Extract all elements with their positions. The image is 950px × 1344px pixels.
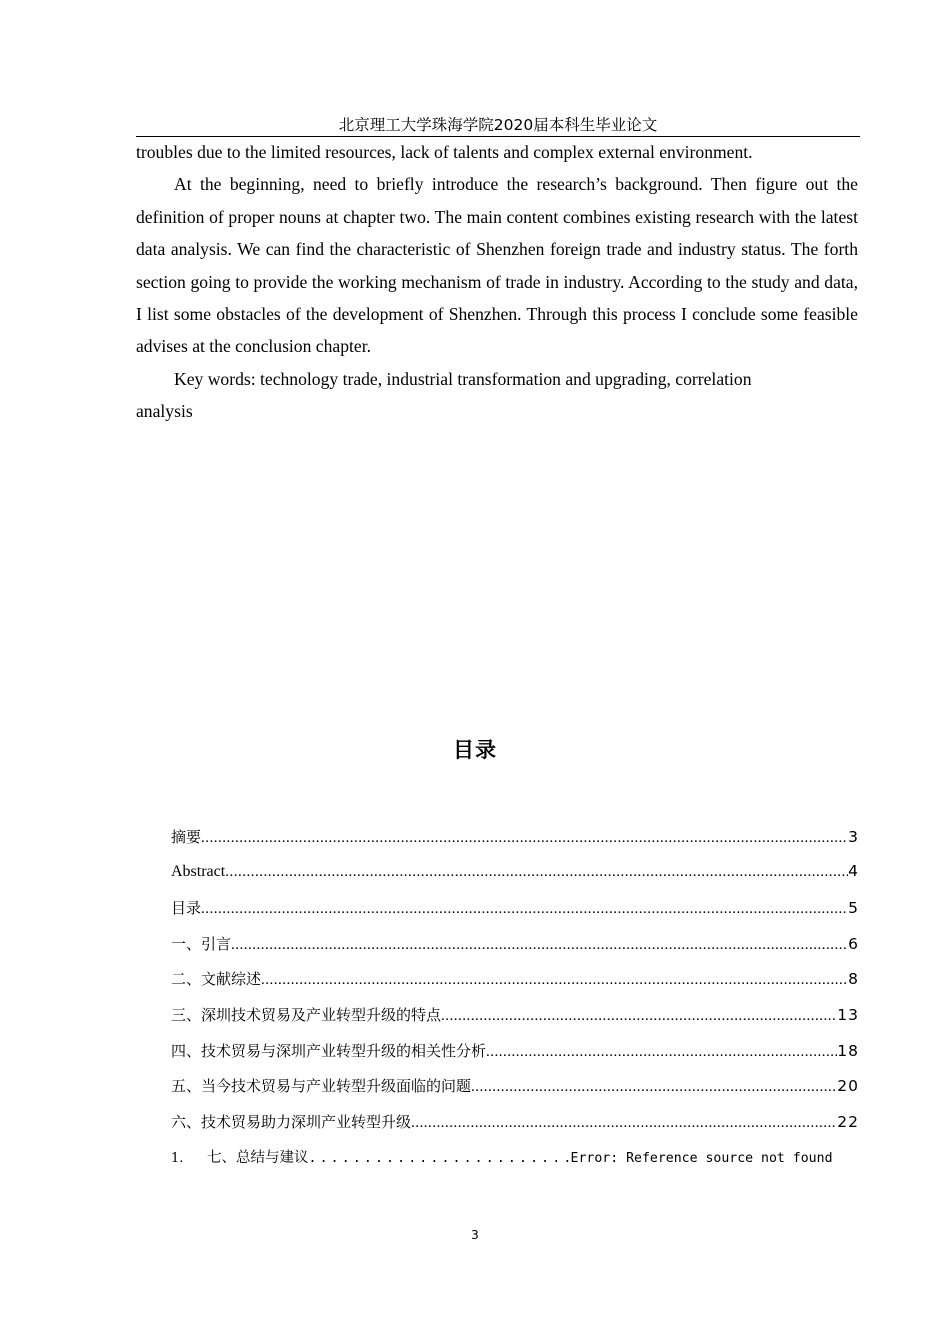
table-of-contents	[171, 826, 859, 1176]
toc-entry-label: 目录	[171, 899, 202, 918]
toc-entry-label: 七、总结与建议	[207, 1150, 309, 1167]
toc-leader-dots	[261, 972, 848, 989]
toc-entry-page: 13	[837, 1005, 859, 1024]
toc-entry[interactable]	[171, 826, 859, 862]
page-header: 北京理工大学珠海学院2020届本科生毕业论文	[136, 114, 860, 137]
toc-leader-dots	[201, 901, 848, 918]
abstract-body	[136, 136, 858, 428]
toc-entry-label: 六、技术贸易助力深圳产业转型升级	[171, 1112, 412, 1131]
toc-entry[interactable]	[171, 933, 859, 969]
toc-entry-label: 三、深圳技术贸易及产业转型升级的特点	[171, 1005, 442, 1024]
toc-entry-page: 3	[848, 828, 859, 846]
toc-leader-dots	[309, 1151, 571, 1166]
toc-entry-page: 6	[848, 934, 859, 953]
keywords-line-continued: analysis	[136, 401, 193, 422]
toc-entry[interactable]	[171, 897, 859, 933]
reference-error-message: Error: Reference source not found	[570, 1151, 833, 1167]
toc-leader-dots	[441, 1008, 837, 1025]
page-number: 3	[471, 1228, 479, 1242]
toc-title: 目录	[453, 738, 497, 762]
toc-entry[interactable]	[171, 1111, 859, 1147]
toc-entry-label: Abstract	[171, 862, 226, 880]
toc-entry[interactable]	[171, 968, 859, 1004]
toc-entry-page: 22	[837, 1112, 859, 1131]
toc-entry-label: 摘要	[171, 828, 202, 846]
toc-entry-page: 20	[837, 1077, 859, 1096]
toc-leader-dots	[486, 1044, 837, 1061]
toc-entry-error[interactable]	[171, 1146, 859, 1176]
toc-entry-label: 一、引言	[171, 934, 232, 953]
abstract-paragraph: At the beginning, need to briefly introduce the research’s background. Then figure out the definition of proper nouns at chapter two. The main content combines existing research with the latest data analysis. We can find the characteristic of Shenzhen foreign trade and industry status. The forth section going to provide the working mechanism of trade in industry. According to the study and data, I list some obstacles of the development of Shenzhen. Through this process I conclude some feasible advises at the conclusion chapter.	[136, 174, 858, 357]
keywords-line: Key words: technology trade, industrial transformation and upgrading, correlation	[174, 368, 752, 389]
toc-entry[interactable]	[171, 1075, 859, 1111]
toc-entry-page: 18	[837, 1041, 859, 1060]
abstract-continuation: troubles due to the limited resources, lack of talents and complex external environment.	[136, 142, 753, 162]
toc-entry[interactable]	[171, 1004, 859, 1040]
toc-entry-label: 二、文献综述	[171, 970, 262, 989]
toc-leader-dots	[225, 864, 848, 881]
toc-entry-page: 5	[848, 899, 859, 918]
toc-leader-dots	[231, 937, 848, 954]
toc-entry-page: 4	[848, 861, 859, 880]
toc-entry-label: 四、技术贸易与深圳产业转型升级的相关性分析	[171, 1041, 487, 1060]
toc-entry-number: 1.	[171, 1151, 184, 1167]
toc-entry[interactable]	[171, 862, 859, 898]
toc-entry-page: 8	[848, 970, 859, 989]
toc-leader-dots	[471, 1079, 837, 1096]
toc-leader-dots	[411, 1115, 837, 1132]
toc-entry-label: 五、当今技术贸易与产业转型升级面临的问题	[171, 1077, 472, 1096]
toc-leader-dots	[201, 830, 848, 847]
toc-entry[interactable]	[171, 1040, 859, 1076]
